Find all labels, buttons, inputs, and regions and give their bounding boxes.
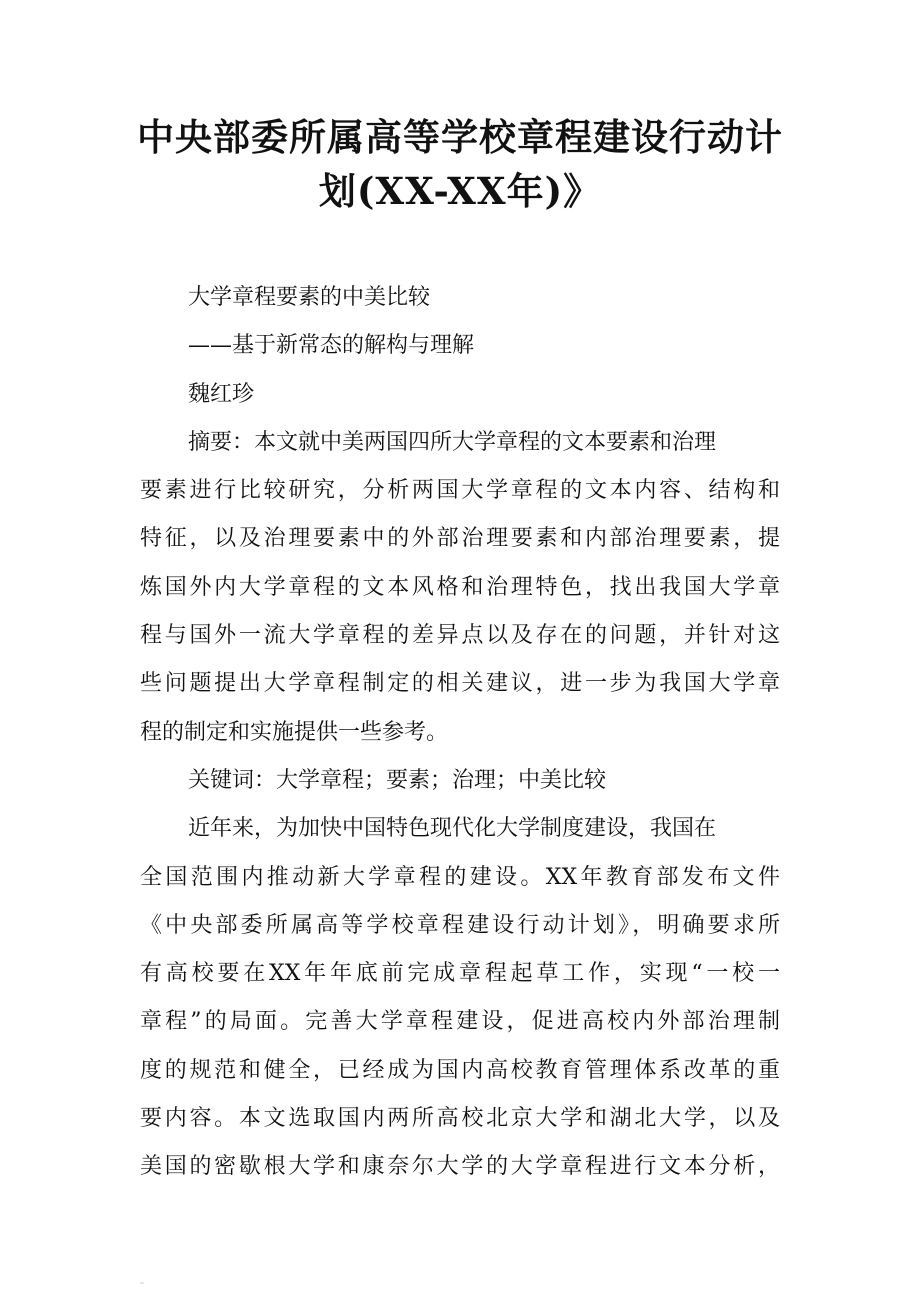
document-body [140, 274, 780, 1192]
intro-line: 美国的密歇根大学和康奈尔大学的大学章程进行文本分析， [140, 1154, 780, 1180]
intro-line: 要内容。本文选取国内两所高校北京大学和湖北大学，以及 [140, 1106, 780, 1132]
paper-subtitle: ——基于新常态的解构与理解 [188, 333, 475, 359]
abstract-line: 程与国外一流大学章程的差异点以及存在的问题，并针对这 [140, 623, 780, 649]
page-footer-mark [140, 1282, 144, 1284]
intro-line: 近年来，为加快中国特色现代化大学制度建设，我国在 [188, 816, 717, 842]
intro-paragraph [140, 805, 780, 1191]
abstract-line: 程的制定和实施提供一些参考。 [140, 719, 449, 745]
title-line-2: 划(XX-XX年)》 [318, 169, 602, 213]
document-title [130, 110, 790, 218]
intro-line: 《中央部委所属高等学校章程建设行动计划》，明确要求所 [140, 912, 780, 938]
abstract-line: 摘要：本文就中美两国四所大学章程的文本要素和治理 [188, 429, 717, 455]
intro-line: 全国范围内推动新大学章程的建设。XX年教育部发布文件 [140, 864, 780, 890]
intro-line: 章程”的局面。完善大学章程建设，促进高校内外部治理制 [140, 1009, 780, 1035]
intro-line: 有高校要在XX年年底前完成章程起草工作，实现“一校一 [140, 961, 780, 987]
keywords: 关键词：大学章程；要素；治理；中美比较 [188, 767, 607, 793]
author-name: 魏红珍 [188, 381, 255, 407]
intro-line: 度的规范和健全，已经成为国内高校教育管理体系改革的重 [140, 1057, 780, 1083]
paper-title: 大学章程要素的中美比较 [188, 285, 431, 310]
abstract-line: 特征，以及治理要素中的外部治理要素和内部治理要素，提 [140, 526, 780, 552]
abstract-line: 炼国外内大学章程的文本风格和治理特色，找出我国大学章 [140, 574, 780, 600]
title-line-1: 中央部委所属高等学校章程建设行动计 [137, 115, 783, 159]
abstract-line: 要素进行比较研究，分析两国大学章程的文本内容、结构和 [140, 478, 780, 504]
abstract-line: 些问题提出大学章程制定的相关建议，进一步为我国大学章 [140, 671, 780, 697]
abstract-paragraph [140, 419, 780, 757]
